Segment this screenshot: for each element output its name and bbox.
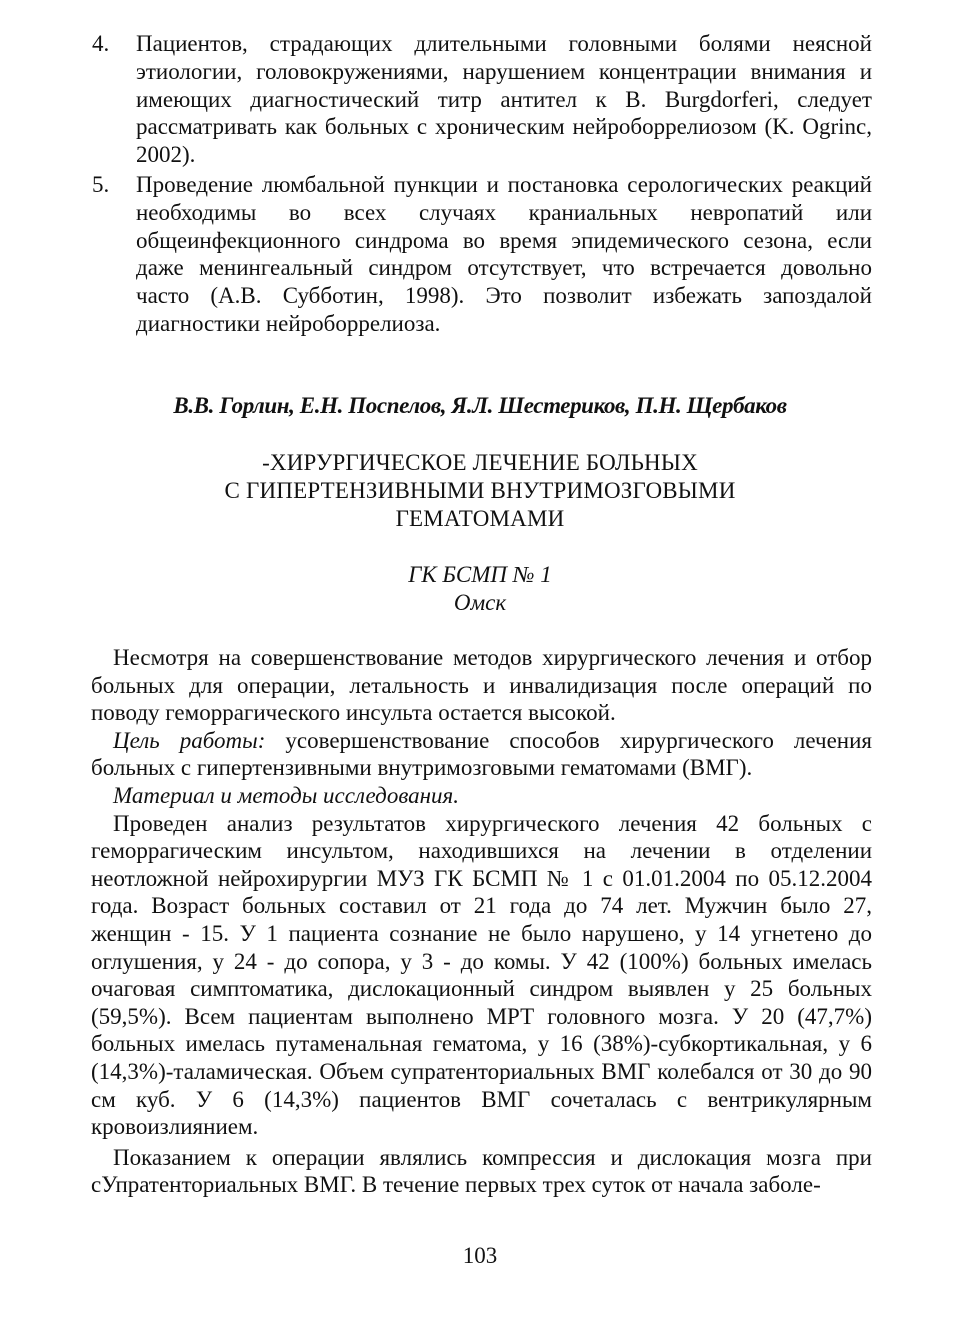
aim-text: усовершенствование способов хирургического лечения больных с гипертензивными внутримозговыми гематомами (ВМГ). bbox=[91, 727, 872, 781]
title-line: ГЕМАТОМАМИ bbox=[395, 506, 565, 531]
article-affiliation bbox=[0, 561, 960, 617]
list-item-number: 5. bbox=[92, 171, 110, 197]
institution-name: ГК БСМП № 1 bbox=[408, 562, 552, 587]
city-name: Омск bbox=[453, 590, 507, 615]
aim-label: Цель работы: bbox=[113, 727, 266, 753]
article-authors: В.В. Горлин, Е.Н. Поспелов, Я.Л. Шестериков, П.Н. Щербаков bbox=[173, 393, 787, 418]
list-item-text: Проведение люмбальной пункции и постановка серологических реакций необходимы во всех случаях краниальных невропатий или общеинфекционного синдрома во время эпидемического сезона, если даже менингеальный синдром отсутствует, что встречается довольно часто (А.В. Субботин, 1998). Это позволит избежать запоздалой диагностики нейроборрелиоза. bbox=[136, 171, 872, 336]
methods-paragraph: Проведен анализ результатов хирургического лечения 42 больных с геморрагическим инсультом, находившихся на лечении в отделении неотложной нейрохирургии МУЗ ГК БСМП № 1 с 01.01.2004 по 05.12.2004 года. Возраст больных составил от 21 года до 74 лет. Мужчин было 27, женщин - 15. У 1 пациента сознание не было нарушено, у 14 угнетено до оглушения, у 24 - до сопора, у 3 - до комы. У 42 (100%) больных имелась очаговая симптоматика, дислокационный синдром выявлен у 25 больных (59,5%). Всем пациентам выполнено МРТ головного мозга. У 20 (47,7%) больных имелась путаменальная гематома, у 16 (38%)-субкортикальная, у 6 (14,3%)-таламическая. Объем супратенториальных ВМГ колебался от 30 до 90 см куб. У 6 (14,3%) пациентов ВМГ сочеталась с вентрикулярным кровоизлиянием. bbox=[91, 810, 872, 1140]
page-number: 103 bbox=[462, 1243, 498, 1268]
numbered-list bbox=[92, 30, 872, 340]
methods-heading: Материал и методы исследования. bbox=[113, 782, 459, 808]
list-item-number: 4. bbox=[92, 31, 110, 56]
list-item bbox=[92, 171, 872, 338]
indication-paragraph: Показанием к операции являлись компрессия и дислокация мозга при сУпратенториальных ВМГ. В течение первых трех суток от начала заболе- bbox=[91, 1144, 872, 1198]
aim-paragraph bbox=[91, 727, 872, 782]
list-item-text: Пациентов, страдающих длительными головными болями неясной этиологии, головокружениями, нарушением концентрации внимания и имеющих диагностический титр антител к B. Burgdorferi, следует рассматривать как больных с хроническим нейроборрелиозом (K. Ogrinc, 2002). bbox=[136, 31, 872, 168]
intro-paragraph: Несмотря на совершенствование методов хирургического лечения и отбор больных для операции, летальность и инвалидизация после операций по поводу геморрагического инсульта остается высокой. bbox=[91, 645, 872, 726]
title-line: -ХИРУРГИЧЕСКОЕ ЛЕЧЕНИЕ БОЛЬНЫХ bbox=[262, 450, 698, 475]
article-body bbox=[91, 644, 872, 1199]
article-title bbox=[0, 449, 960, 533]
title-line: С ГИПЕРТЕНЗИВНЫМИ ВНУТРИМОЗГОВЫМИ bbox=[224, 478, 736, 503]
list-item bbox=[92, 30, 872, 169]
